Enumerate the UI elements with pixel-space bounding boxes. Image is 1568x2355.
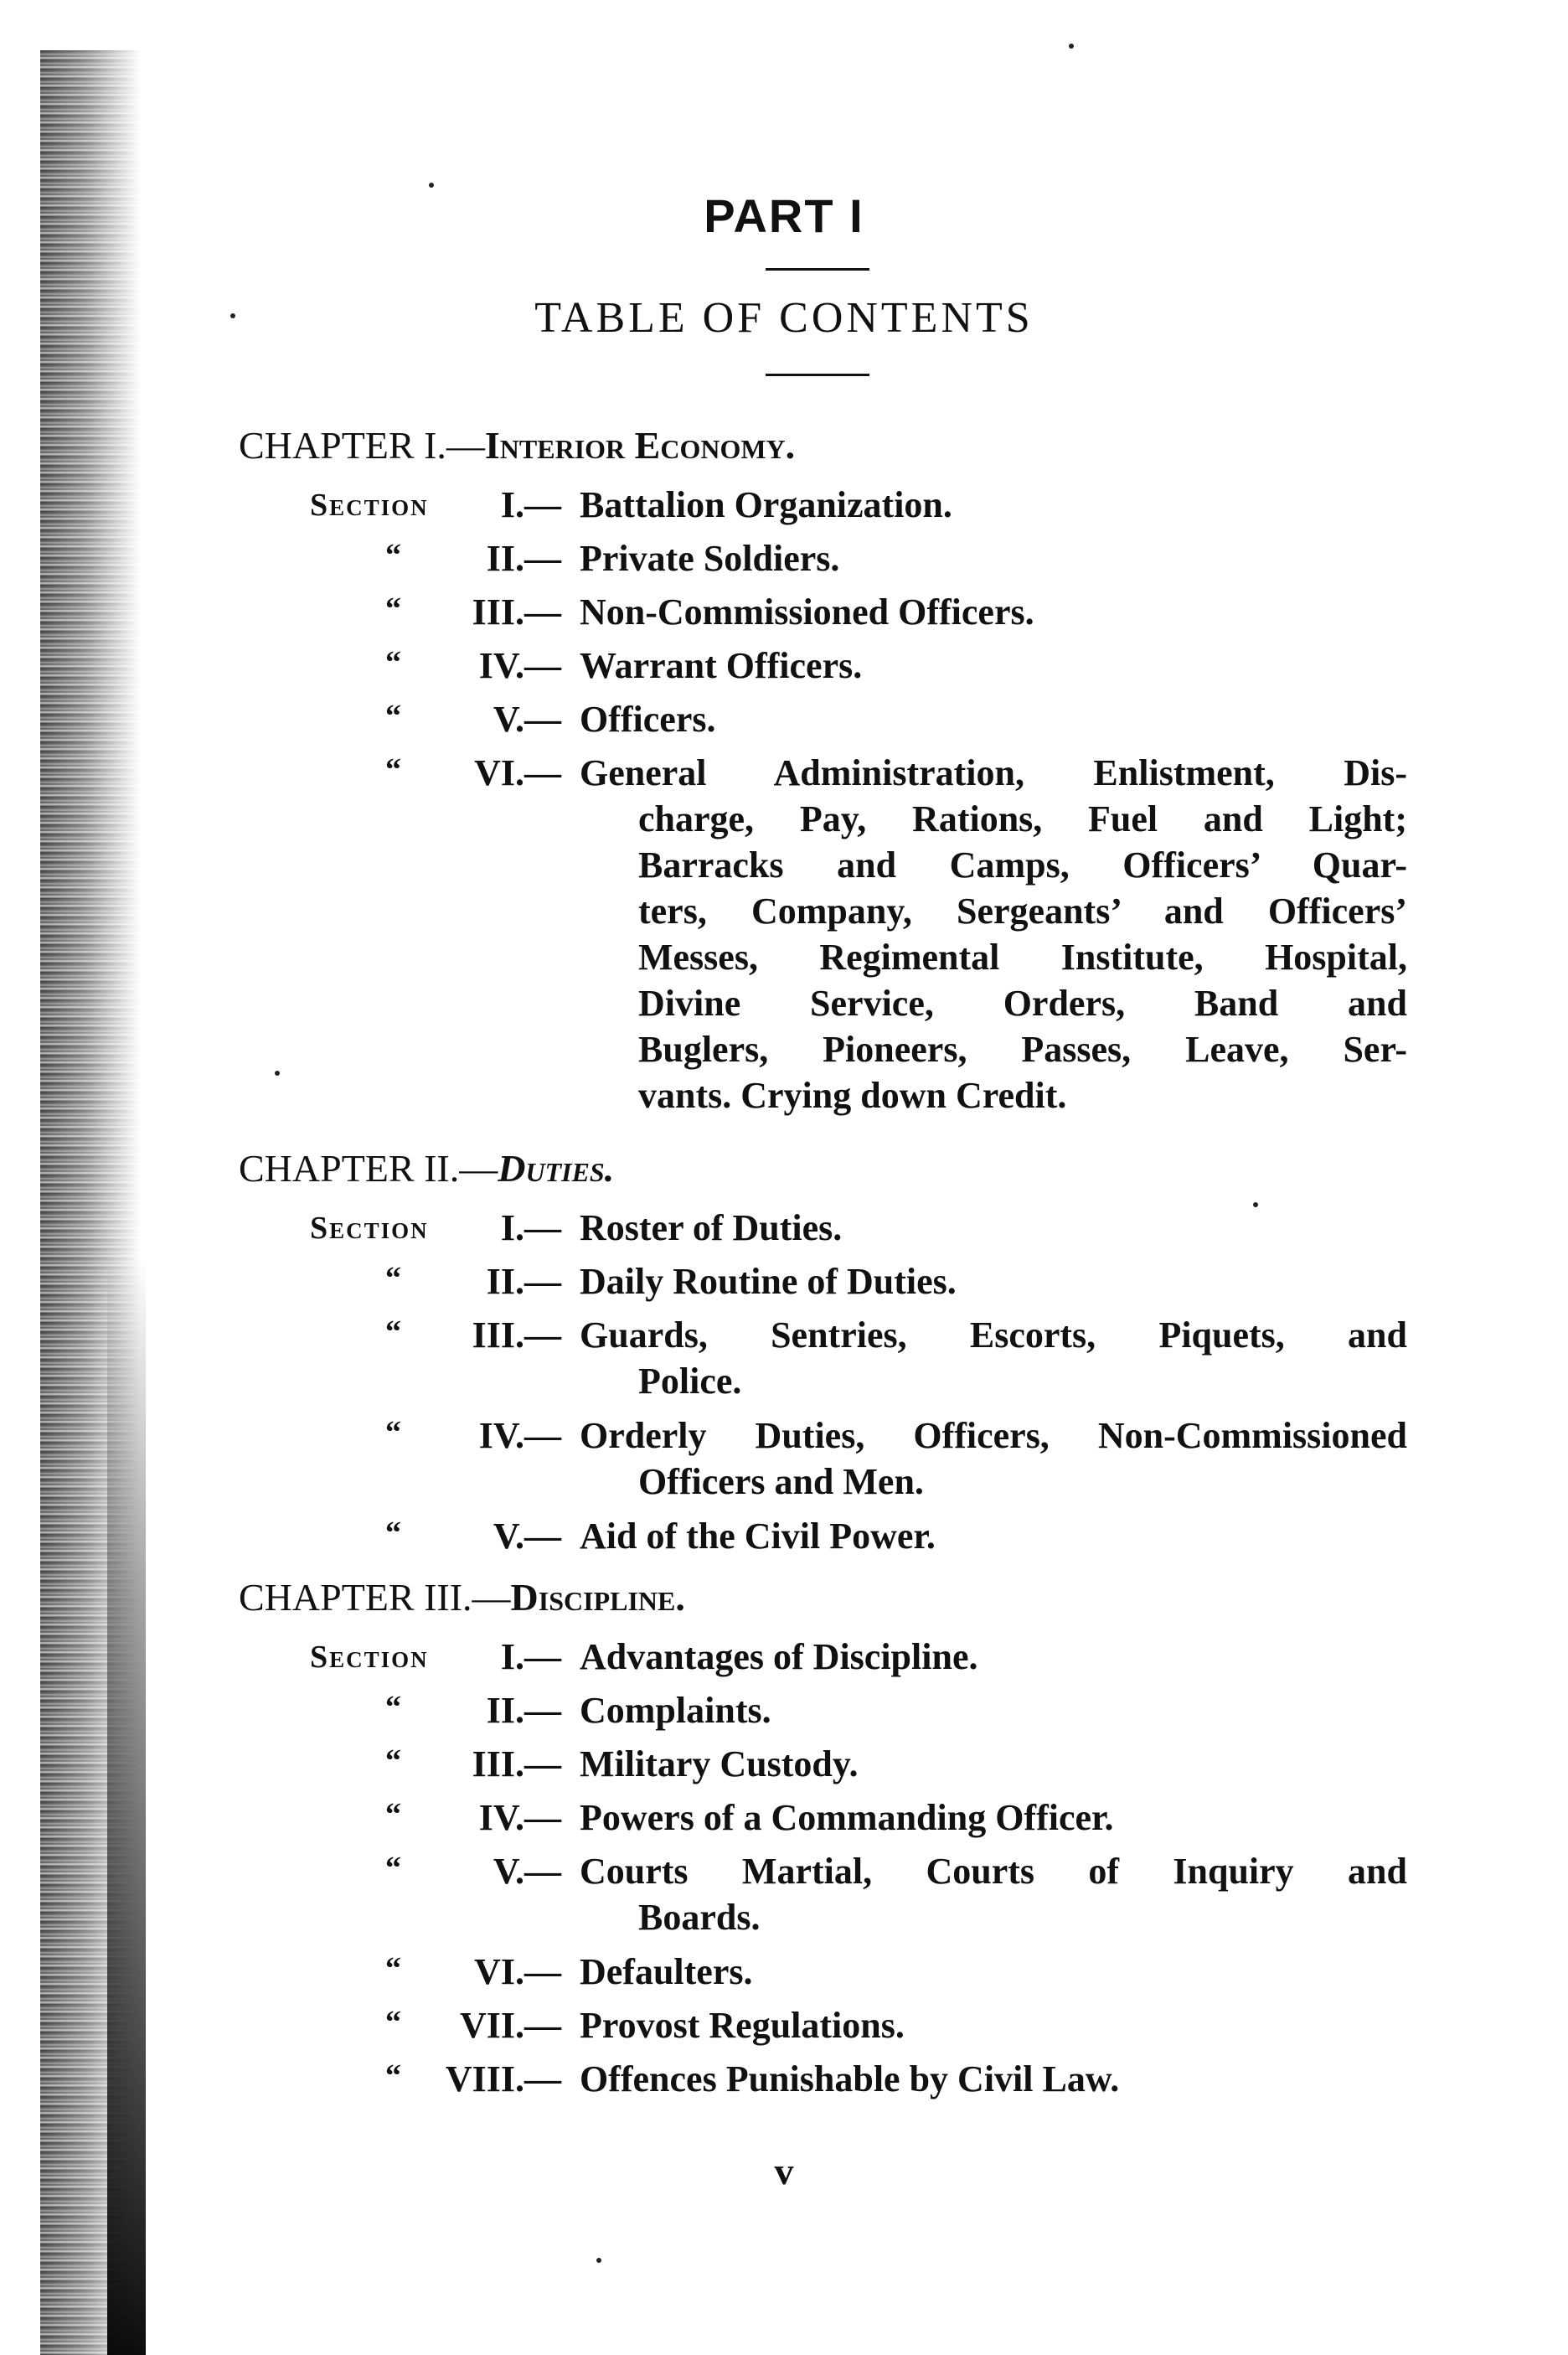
ditto-mark: “: [385, 2058, 401, 2094]
chapter-label: CHAPTER II.—: [239, 1147, 498, 1190]
section-numeral: V.—: [493, 1851, 561, 1892]
section-numeral: II.—: [486, 1261, 561, 1302]
ditto-mark: “: [385, 1797, 401, 1832]
section-title: Non-Commissioned Officers.: [580, 591, 1034, 633]
ditto-mark: “: [385, 591, 401, 627]
section-title: Courts Martial, Courts of Inquiry and: [580, 1851, 1407, 1892]
ditto-mark: “: [385, 1743, 401, 1779]
section-numeral: V.—: [493, 1516, 561, 1557]
section-title-continuation: Officers and Men.: [638, 1461, 924, 1502]
page-number: v: [774, 2150, 794, 2192]
section-title: Offences Punishable by Civil Law.: [580, 2058, 1120, 2099]
section-title: General Administration, Enlistment, Dis-: [580, 752, 1407, 793]
ditto-mark: “: [385, 538, 401, 573]
section-title: Orderly Duties, Officers, Non-Commissioned: [580, 1415, 1407, 1456]
section-numeral: IV.—: [478, 1797, 561, 1838]
section-numeral: V.—: [493, 699, 561, 740]
chapter-title: Interior Economy.: [484, 424, 796, 467]
section-label: Section: [310, 488, 429, 523]
ditto-mark: “: [385, 1314, 401, 1350]
chapter-title: Discipline.: [510, 1576, 685, 1619]
ditto-mark: “: [385, 1415, 401, 1450]
ditto-mark: “: [385, 1261, 401, 1296]
ditto-mark: “: [385, 1690, 401, 1725]
section-numeral: IV.—: [478, 645, 561, 686]
chapter-heading: [239, 1146, 614, 1190]
section-title-continuation: Buglers, Pioneers, Passes, Leave, Ser-: [638, 1029, 1407, 1070]
page-heading: PART I: [704, 189, 864, 242]
section-title-continuation: Messes, Regimental Institute, Hospital,: [638, 937, 1407, 978]
section-title: Powers of a Commanding Officer.: [580, 1797, 1114, 1838]
section-numeral: II.—: [486, 1690, 561, 1731]
section-title: Warrant Officers.: [580, 645, 863, 686]
section-numeral: I.—: [500, 1636, 561, 1677]
section-title: Military Custody.: [580, 1743, 859, 1784]
section-numeral: IV.—: [478, 1415, 561, 1456]
section-title-continuation: Police.: [638, 1361, 742, 1402]
chapter-label: CHAPTER III.—: [239, 1576, 511, 1619]
section-title-continuation: ters, Company, Sergeants’ and Officers’: [638, 891, 1407, 932]
section-title: Advantages of Discipline.: [580, 1636, 978, 1677]
section-title: Provost Regulations.: [580, 2005, 905, 2046]
chapter-heading: [239, 423, 795, 467]
ditto-mark: “: [385, 1951, 401, 1986]
section-numeral: VI.—: [474, 752, 561, 793]
section-numeral: III.—: [472, 1743, 561, 1784]
section-title: Aid of the Civil Power.: [580, 1516, 936, 1557]
ditto-mark: “: [385, 645, 401, 680]
section-title-continuation: Boards.: [638, 1897, 761, 1938]
section-title: Daily Routine of Duties.: [580, 1261, 957, 1302]
section-numeral: II.—: [486, 538, 561, 579]
section-title: Officers.: [580, 699, 716, 740]
section-title-continuation: Barracks and Camps, Officers’ Quar-: [638, 844, 1407, 886]
section-title-continuation: charge, Pay, Rations, Fuel and Light;: [638, 798, 1407, 839]
section-numeral: III.—: [472, 591, 561, 633]
chapter-heading: [239, 1575, 685, 1619]
toc-title: TABLE OF CONTENTS: [534, 294, 1034, 342]
ditto-mark: “: [385, 752, 401, 788]
section-title-continuation: vants. Crying down Credit.: [638, 1075, 1067, 1116]
section-title-continuation: Divine Service, Orders, Band and: [638, 983, 1407, 1024]
section-title: Roster of Duties.: [580, 1207, 843, 1248]
section-numeral: VI.—: [474, 1951, 561, 1992]
ditto-mark: “: [385, 1851, 401, 1886]
section-title: Complaints.: [580, 1690, 771, 1731]
section-title: Defaulters.: [580, 1951, 753, 1992]
section-label: Section: [310, 1211, 429, 1246]
section-numeral: VII.—: [459, 2005, 561, 2046]
section-numeral: VIII.—: [445, 2058, 561, 2099]
section-numeral: III.—: [472, 1314, 561, 1356]
chapter-label: CHAPTER I.—: [239, 424, 485, 467]
section-title: Battalion Organization.: [580, 484, 952, 525]
section-title: Private Soldiers.: [580, 538, 840, 579]
ditto-mark: “: [385, 699, 401, 734]
section-label: Section: [310, 1640, 429, 1675]
section-title: Guards, Sentries, Escorts, Piquets, and: [580, 1314, 1407, 1356]
ditto-mark: “: [385, 1516, 401, 1551]
chapter-title: Duties.: [498, 1147, 615, 1190]
ditto-mark: “: [385, 2005, 401, 2040]
section-numeral: I.—: [500, 484, 561, 525]
section-numeral: I.—: [500, 1207, 561, 1248]
